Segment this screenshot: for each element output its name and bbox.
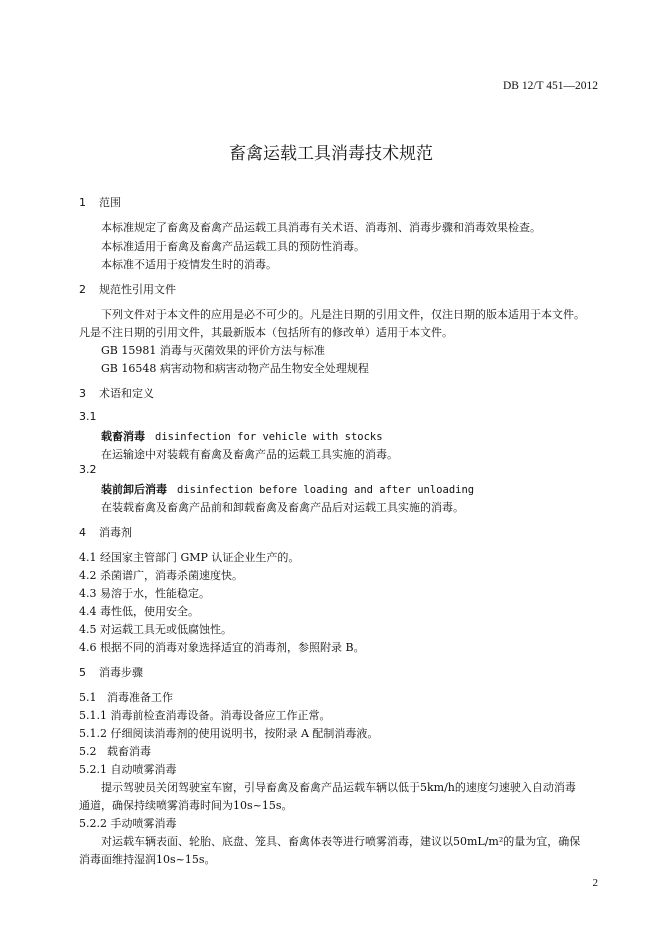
- term-heading: [101, 428, 383, 444]
- list-item: 4.2 杀菌谱广，消毒杀菌速度快。: [79, 569, 243, 582]
- section-number: 1: [79, 196, 86, 209]
- paragraph: 凡是不注日期的引用文件，其最新版本（包括所有的修改单）适用于本文件。: [79, 326, 453, 339]
- section-number: 2: [79, 283, 86, 296]
- term-english: disinfection before loading and after unloading: [177, 484, 475, 496]
- paragraph: 下列文件对于本文件的应用是必不可少的。凡是注日期的引用文件，仅注日期的版本适用于本文件。: [101, 308, 585, 321]
- section-number: 4: [79, 526, 86, 539]
- list-item: 4.1 经国家主管部门 GMP 认证企业生产的。: [79, 551, 300, 564]
- paragraph: 对运载车辆表面、轮胎、底盘、笼具、畜禽体表等进行喷雾消毒，建议以50mL/m²的量为宜，确保: [101, 835, 581, 848]
- term-chinese: 载畜消毒: [101, 430, 145, 443]
- term-definition: 在装载畜禽及畜禽产品前和卸载畜禽及畜禽产品后对运载工具实施的消毒。: [101, 501, 464, 514]
- section-4-heading: [79, 524, 132, 540]
- standard-code: DB 12/T 451—2012: [503, 80, 598, 92]
- document-title: 畜禽运载工具消毒技术规范: [229, 144, 433, 164]
- list-item: 4.6 根据不同的消毒对象选择适宜的消毒剂，参照附录 B。: [79, 641, 365, 654]
- term-number: 3.2: [79, 463, 97, 476]
- paragraph: 本标准不适用于疫情发生时的消毒。: [101, 258, 277, 271]
- term-heading: [101, 481, 474, 497]
- section-1-heading: [79, 194, 121, 210]
- term-chinese: 装前卸后消毒: [101, 483, 167, 496]
- list-item: 4.4 毒性低，使用安全。: [79, 605, 199, 618]
- subsection-heading: 5.2 载畜消毒: [79, 745, 151, 758]
- paragraph: 本标准适用于畜禽及畜禽产品运载工具的预防性消毒。: [101, 240, 365, 253]
- step-item: 5.1.2 仔细阅读消毒剂的使用说明书，按附录 A 配制消毒液。: [79, 727, 379, 740]
- term-definition: 在运输途中对装载有畜禽及畜禽产品的运载工具实施的消毒。: [101, 448, 398, 461]
- section-2-heading: [79, 281, 176, 297]
- paragraph: 通道，确保持续喷雾消毒时间为10s~15s。: [79, 799, 293, 812]
- subsection-heading: 5.2.2 手动喷雾消毒: [79, 817, 177, 830]
- section-3-heading: [79, 385, 154, 401]
- list-item: 4.5 对运载工具无或低腐蚀性。: [79, 623, 232, 636]
- step-item: 5.1.1 消毒前检查消毒设备。消毒设备应工作正常。: [79, 709, 331, 722]
- subsection-heading: 5.1 消毒准备工作: [79, 691, 173, 704]
- term-english: disinfection for vehicle with stocks: [155, 431, 383, 443]
- section-title: 范围: [99, 196, 121, 209]
- subsection-heading: 5.2.1 自动喷雾消毒: [79, 763, 177, 776]
- section-title: 消毒剂: [99, 526, 132, 539]
- section-title: 消毒步骤: [99, 666, 143, 679]
- term-number: 3.1: [79, 410, 97, 423]
- section-5-heading: [79, 664, 143, 680]
- paragraph: 提示驾驶员关闭驾驶室车窗，引导畜禽及畜禽产品运载车辆以低于5km/h的速度匀速驶入自动消毒: [101, 781, 576, 794]
- section-number: 3: [79, 387, 86, 400]
- paragraph: 本标准规定了畜禽及畜禽产品运载工具消毒有关术语、消毒剂、消毒步骤和消毒效果检查。: [101, 221, 541, 234]
- section-number: 5: [79, 666, 86, 679]
- section-title: 术语和定义: [99, 387, 154, 400]
- reference-item: GB 16548 病害动物和病害动物产品生物安全处理规程: [101, 362, 369, 375]
- section-title: 规范性引用文件: [99, 283, 176, 296]
- list-item: 4.3 易溶于水，性能稳定。: [79, 587, 210, 600]
- paragraph: 消毒面维持湿润10s~15s。: [79, 853, 216, 866]
- reference-item: GB 15981 消毒与灭菌效果的评价方法与标准: [101, 344, 325, 357]
- page-number: 2: [592, 877, 598, 889]
